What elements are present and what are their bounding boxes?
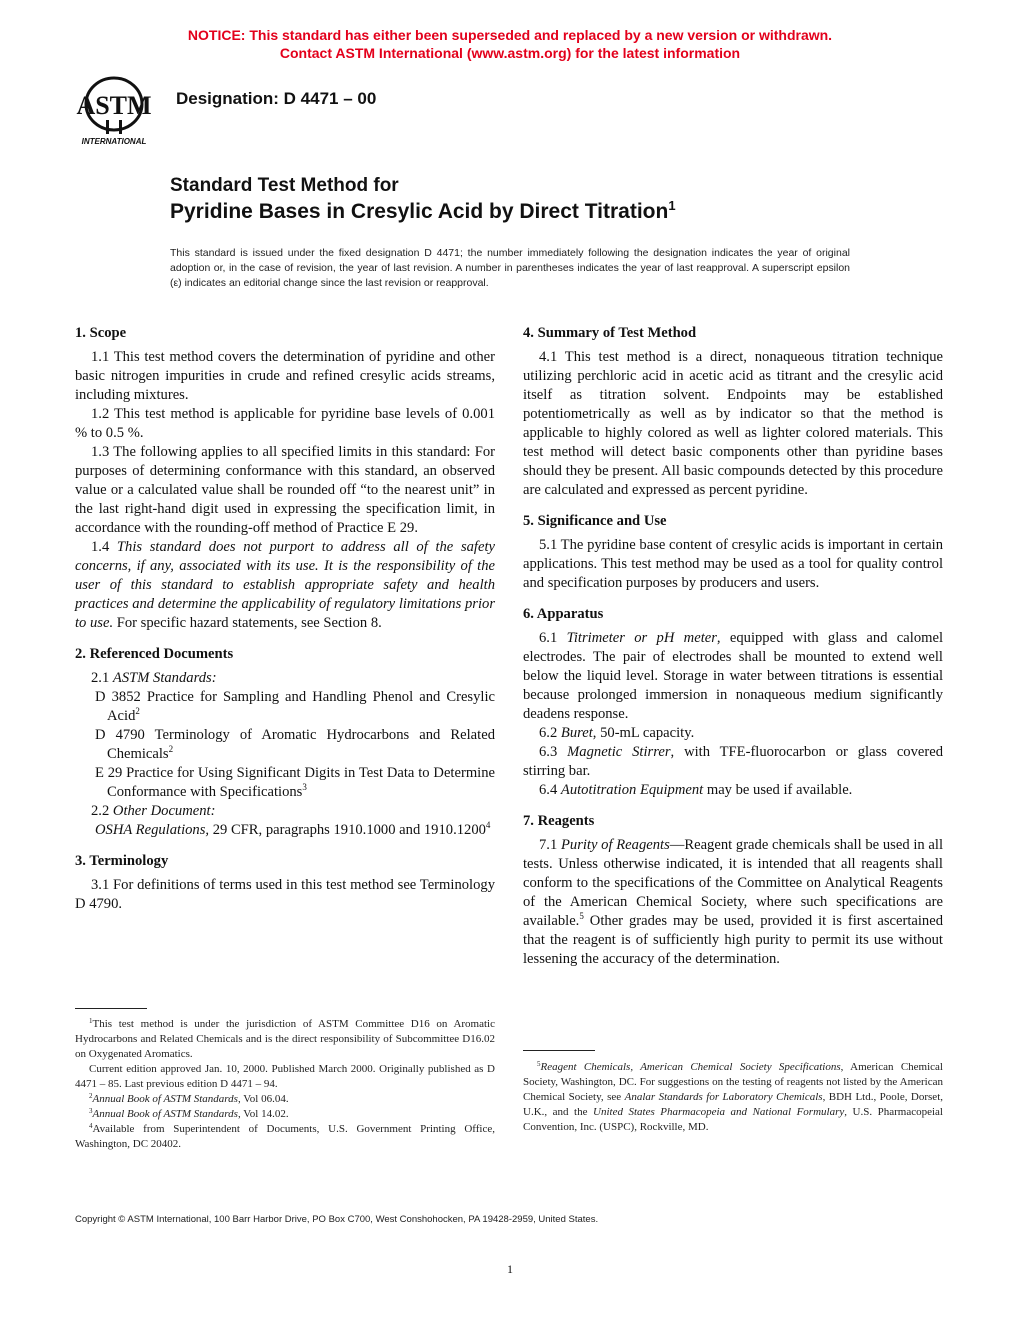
footnote [75,1122,495,1152]
safety-statement: This standard does not purport to address all of the safety concerns, if any, associated with its use. It is the responsibility of the user of this standard to establish appropriate safety and health practices and determine the applicability of regulatory limitations prior to use. [75,539,495,631]
footnote-title: Annual Book of ASTM Standards [92,1093,238,1105]
footnote-text: , U.S. Pharmacopeial Convention, Inc. (USPC), Rockville, MD. [523,1106,943,1133]
paragraph [523,743,943,781]
logo-text: ASTM [76,91,152,120]
footnote-mark: 4 [89,1122,93,1130]
page-title [170,174,676,226]
title-line-1: Standard Test Method for [170,175,399,196]
footnote-mark: 4 [485,820,491,830]
item-name: Buret [560,725,593,741]
paragraph-number: 7.1 [539,837,558,853]
paragraph-number: 2.1 [91,670,110,686]
footnote [75,1092,495,1107]
paragraph-number: 6.3 [539,744,558,760]
designation: Designation: D 4471 – 00 [176,89,377,108]
right-column [523,322,943,979]
reference-text: E 29 Practice for Using Significant Digits in Test Data to Determine Conformance with Specifications [95,765,495,800]
section-referenced-documents [75,643,495,840]
footnote-mark: 1 [89,1017,93,1025]
paragraph: 4.1 This test method is a direct, nonaqueous titration technique utilizing perchloric acid in acetic acid as titrant and the cresylic acid itself as titration solvent. Endpoints may be established potentiometrically as well as by indicator so that the method is applicable to highly colored as well as lighter colored materials. This test method will detect basic components other than pyridine bases should they be present. All basic compounds detected by this procedure are calculated and expressed as percent pyridine. [523,349,943,498]
footnote-title: United States Pharmacopeia and National Formulary [593,1106,845,1118]
paragraph-text: may be used if available. [703,782,853,798]
paragraph-text: , with TFE-fluorocarbon or glass covered stirring bar. [523,744,943,779]
subsection-label: ASTM Standards: [112,670,217,686]
item-name: Titrimeter or pH meter [566,630,717,646]
footnote-mark: 5 [537,1060,541,1068]
reference-item [79,726,495,764]
footnote [75,1107,495,1122]
item-name: Purity of Reagents [560,837,670,853]
footnote-mark: 5 [579,911,584,921]
paragraph-text: , 50-mL capacity. [592,725,695,741]
footnote-mark: 2 [89,1092,93,1100]
title-line-2 [170,198,676,226]
footnote-text: , BDH Ltd., Poole, Dorset, U.K., and the [523,1091,943,1118]
paragraph-safety [75,538,495,633]
item-name: Magnetic Stirrer [567,744,671,760]
paragraph: 1.1 This test method covers the determination of pyridine and other basic nitrogen impurities in crude and refined cresylic acids streams, including mixtures. [75,349,495,403]
section-heading: 7. Reagents [523,813,595,829]
issuance-note: This standard is issued under the fixed designation D 4471; the number immediately following the designation indicates the year of original adoption or, in the case of revision, the year of last revision. A number in parentheses indicates the year of last reapproval. A superscript epsilon (ε) indicates an editorial change since the last revision or reapproval. [170,247,850,289]
footnote-text: , American Chemical Society, Washington, DC. For suggestions on the testing of reagents not listed by the American Chemical Society, see [523,1061,943,1103]
footnote-mark: 2 [135,706,140,716]
footnote-text: Available from Superintendent of Documents, U.S. Government Printing Office, Washington, DC 20402. [75,1123,495,1150]
paragraph: 1.2 This test method is applicable for pyridine base levels of 0.001 % to 0.5 %. [75,406,495,441]
section-heading: 4. Summary of Test Method [523,325,697,341]
section-terminology [75,850,495,914]
paragraph: 3.1 For definitions of terms used in this test method see Terminology D 4790. [75,877,495,912]
reference-text: D 4790 Terminology of Aromatic Hydrocarbons and Related Chemicals [95,727,495,762]
page-number: 1 [507,1262,513,1276]
footnote-text: , Vol 06.04. [237,1093,289,1105]
section-summary [523,322,943,500]
left-column [75,322,495,924]
reference-title: OSHA Regulations, [95,822,210,838]
footnote-text: , Vol 14.02. [237,1108,289,1120]
reference-item [79,821,495,840]
paragraph [523,724,943,743]
section-scope [75,322,495,633]
footnote-title: Reagent Chemicals, American Chemical Society Specifications [540,1061,841,1073]
notice-line-1: NOTICE: This standard has either been superseded and replaced by a new version or withdrawn. [187,27,833,43]
logo-subtext: INTERNATIONAL [81,137,147,146]
section-heading: 5. Significance and Use [523,513,667,529]
footnote-mark: 3 [89,1107,93,1115]
paragraph-text: Other grades may be used, provided it is first ascertained that the reagent is of sufficiently high purity to permit its use without lessening the accuracy of the determination. [523,913,943,967]
footnote-text: This test method is under the jurisdiction of ASTM Committee D16 on Aromatic Hydrocarbons and Related Chemicals and is the direct responsibility of Subcommittee D16.02 on Oxygenated Aromatics. [75,1018,495,1060]
section-apparatus [523,603,943,800]
footnote-mark: 3 [302,782,307,792]
footnote-divider-left [75,1008,147,1009]
supersession-notice [0,26,1020,62]
title-footnote-mark: 1 [668,198,676,213]
paragraph-text: —Reagent grade chemicals shall be used in all tests. Unless otherwise indicated, it is intended that all reagents shall conform to the specifications of the Committee on Analytical Reagents of the American Chemical Society, where such specifications are available. [523,837,944,929]
footnote: Current edition approved Jan. 10, 2000. Published March 2000. Originally published as D 4471 – 85. Last previous edition D 4471 – 94. [75,1063,495,1090]
reference-item [79,688,495,726]
footnote-title: Annual Book of ASTM Standards [92,1108,238,1120]
paragraph-number: 6.4 [539,782,558,798]
paragraph-number: 6.1 [539,630,558,646]
reference-item [79,764,495,802]
paragraph-number: 2.2 [91,803,110,819]
reference-text: 29 CFR, paragraphs 1910.1000 and 1910.1200 [212,822,486,838]
footnote-mark: 2 [168,744,174,754]
section-heading: 2. Referenced Documents [75,646,234,662]
footnote-divider-right [523,1050,595,1051]
section-significance [523,510,943,593]
notice-line-2: Contact ASTM International (www.astm.org) for the latest information [279,45,741,61]
footnote [75,1017,495,1062]
section-heading: 3. Terminology [75,853,169,869]
paragraph [523,836,943,969]
paragraph-number: 1.4 [91,539,110,555]
section-heading: 1. Scope [75,325,127,341]
paragraph: 5.1 The pyridine base content of cresylic acids is important in certain applications. This test method may be used as a tool for quality control and specification purposes by producers and users. [523,537,943,591]
section-reagents [523,810,943,969]
copyright: Copyright © ASTM International, 100 Barr Harbor Drive, PO Box C700, West Conshohocken, PA 19428-2959, United States. [75,1214,599,1225]
paragraph: 1.3 The following applies to all specified limits in this standard: For purposes of determining conformance with this standard, an observed value or a calculated value shall be rounded off “to the nearest unit” in the last right-hand digit used in expressing the specification limit, in accordance with the rounding-off method of Practice E 29. [75,444,495,536]
astm-logo [66,74,162,148]
footnotes-left [75,1017,495,1152]
paragraph-text: , equipped with glass and calomel electrodes. The pair of electrodes shall be mounted to extend well below the liquid level. Storage in water between titrations is essential because prolonged immersion in nonaqueous medium significantly deadens response. [523,630,943,722]
subsection-label: Other Document: [112,803,216,819]
footnote-title: Analar Standards for Laboratory Chemicals [624,1091,823,1103]
subsection [75,802,495,821]
title-line-2-text: Pyridine Bases in Cresylic Acid by Direct Titration [170,200,669,223]
subsection [75,669,495,688]
reference-text: D 3852 Practice for Sampling and Handling Phenol and Cresylic Acid [95,689,495,724]
footnotes-right [523,1060,943,1135]
paragraph [523,781,943,800]
item-name: Autotitration Equipment [560,782,704,798]
paragraph [523,629,943,724]
paragraph-text: For specific hazard statements, see Section 8. [116,615,382,631]
section-heading: 6. Apparatus [523,606,604,622]
paragraph-number: 6.2 [539,725,558,741]
footnote [523,1060,943,1135]
